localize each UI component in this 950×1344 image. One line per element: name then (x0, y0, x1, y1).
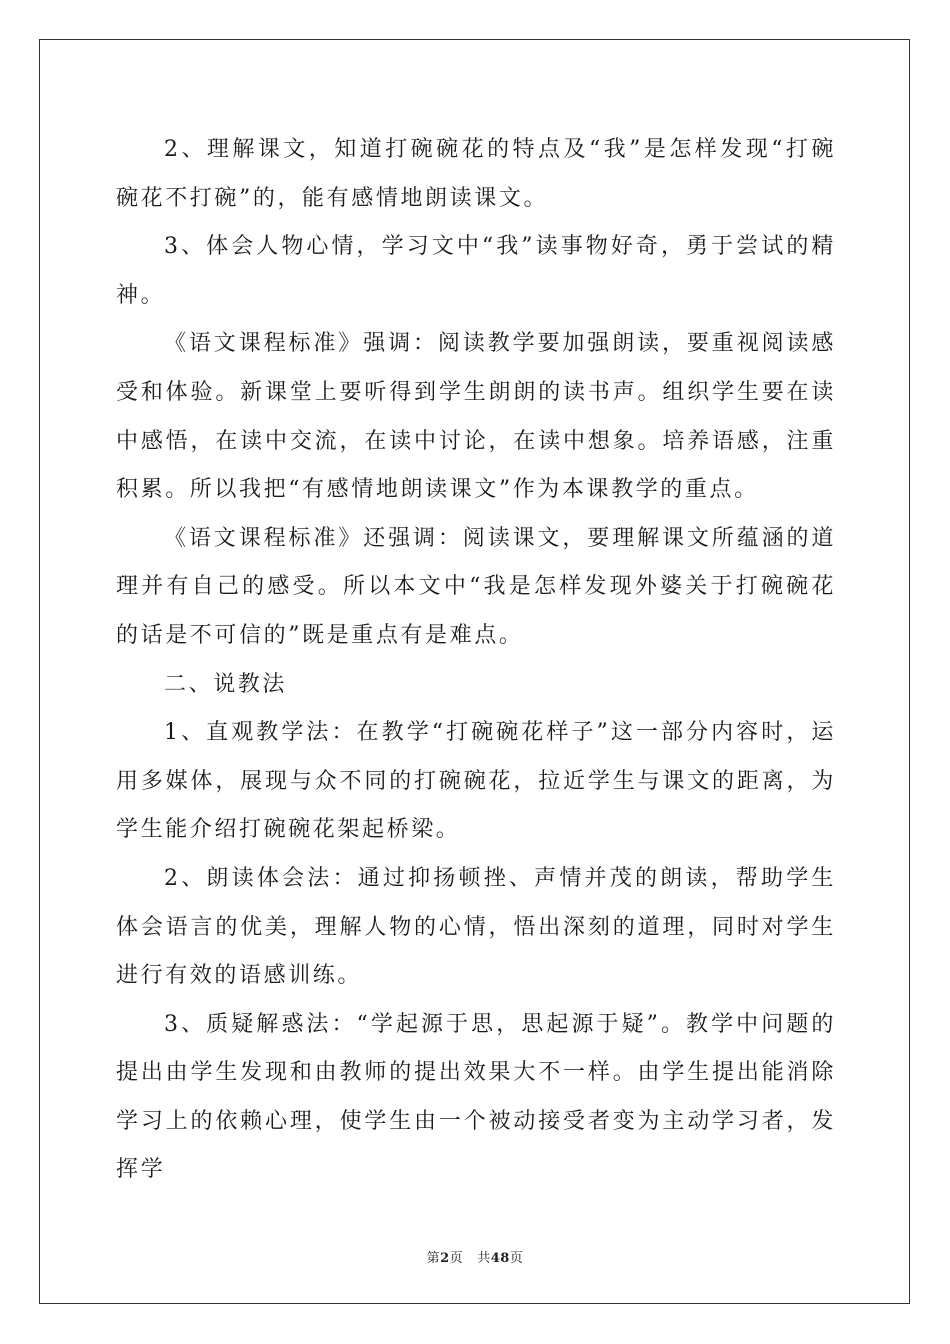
section-heading: 二、说教法 (164, 671, 288, 697)
total-pages-number: 48 (490, 1251, 510, 1266)
document-body (116, 126, 836, 1195)
paragraph: 2、朗读体会法：通过抑扬顿挫、声情并茂的朗读，帮助学生体会语言的优美，理解人物的心情，悟出深刻的道理，同时对学生进行有效的语感训练。 (116, 865, 836, 989)
page-footer (0, 1247, 950, 1266)
paragraph: 3、体会人物心情，学习文中“我”读事物好奇，勇于尝试的精神。 (116, 234, 836, 308)
paragraph: 1、直观教学法：在教学“打碗碗花样子”这一部分内容时，运用多媒体，展现与众不同的打碗碗花，拉近学生与课文的距离，为学生能介绍打碗碗花架起桥梁。 (116, 720, 836, 843)
paragraph: 《语文课程标准》还强调：阅读课文，要理解课文所蕴涵的道理并有自己的感受。所以本文中“我是怎样发现外婆关于打碗碗花的话是不可信的”既是重点有是难点。 (116, 525, 836, 648)
paragraph: 3、质疑解惑法：“学起源于思，思起源于疑”。教学中问题的提出由学生发现和由教师的提出效果大不一样。由学生提出能消除学习上的依赖心理，使学生由一个被动接受者变为主动学习者，发挥学 (116, 1011, 836, 1183)
footer-total-prefix: 共 (477, 1251, 491, 1266)
footer-prefix: 第 (426, 1251, 441, 1266)
footer-page-suffix: 页 (449, 1251, 464, 1266)
footer-total-suffix: 页 (509, 1251, 524, 1266)
paragraph: 2、理解课文，知道打碗碗花的特点及“我”是怎样发现“打碗碗花不打碗”的，能有感情地朗读课文。 (116, 137, 836, 211)
current-page-number: 2 (440, 1251, 450, 1266)
paragraph: 《语文课程标准》强调：阅读教学要加强朗读，要重视阅读感受和体验。新课堂上要听得到学生朗朗的读书声。组织学生要在读中感悟，在读中交流，在读中讨论，在读中想象。培养语感，注重积累。所以我把“有感情地朗读课文”作为本课教学的重点。 (116, 331, 836, 503)
